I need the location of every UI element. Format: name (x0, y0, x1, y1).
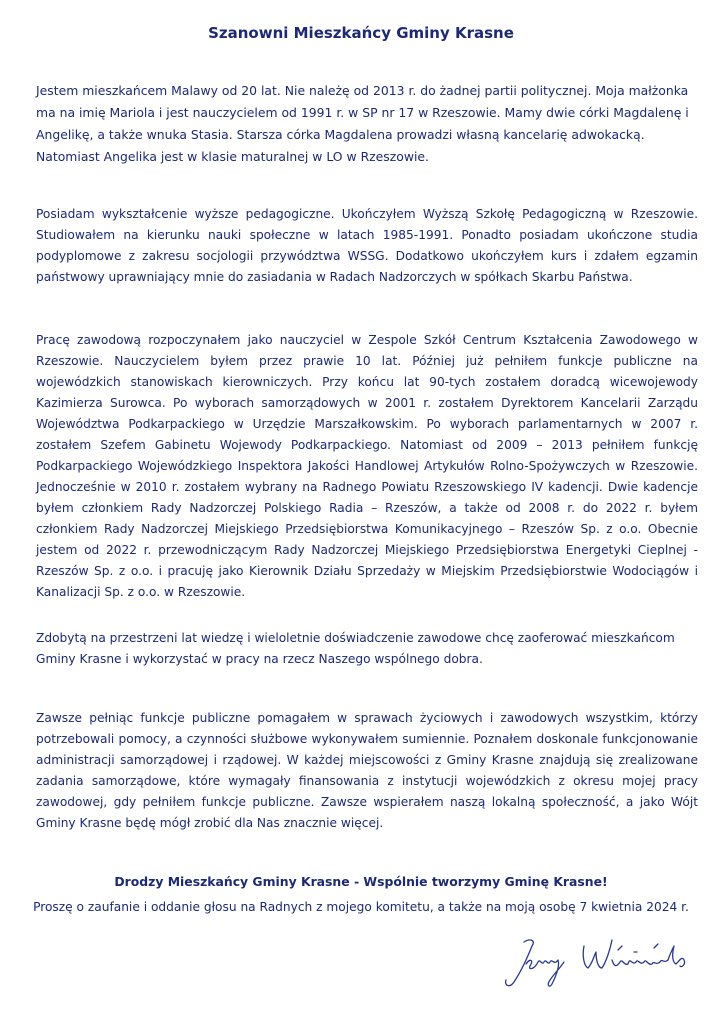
paragraph-offer: Zdobytą na przestrzeni lat wiedzę i wieloletnie doświadczenie zawodowe chcę zaoferować mieszkańcom Gminy Krasne i wykorzystać w pracy na rzecz Naszego wspólnego dobra. (36, 631, 675, 666)
paragraph-service: Zawsze pełniąc funkcje publiczne pomagałem w sprawach życiowych i zawodowych wszystkim, którzy potrzebowali pomocy, a czynności służbowe wykonywałem sumiennie. Poznałem doskonale funkcjonowanie administracji samorządowej i rządowej. W każdej miejscowości z Gminy Krasne znajdują się zrealizowane zadania samorządowe, które wymagały finansowania z instytucji wojewódzkich z okresu mojej pracy zawodowej, gdy pełniłem funkcje publiczne. Zawsze wspierałem naszą lokalną społeczność, a jako Wójt Gminy Krasne będę mógł zrobić dla Nas znacznie więcej. (36, 711, 698, 830)
closing-slogan: Drodzy Mieszkańcy Gminy Krasne - Wspólnie tworzymy Gminę Krasne! (114, 874, 608, 889)
paragraph-family: Jestem mieszkańcem Malawy od 20 lat. Nie należę od 2013 r. do żadnej partii politycznej. Moja małżonka ma na imię Mariola i jest nauczycielem od 1991 r. w SP nr 17 w Rzeszowie. Mamy dwie córki Magdalenę i Angelikę, a także wnuka Stasia. Starsza córka Magdalena prowadzi własną kancelarię adwokacką. Natomiast Angelika jest w klasie maturalnej w LO w Rzeszowie. (36, 83, 689, 164)
handwritten-signature (496, 926, 696, 996)
final-appeal: Proszę o zaufanie i oddanie głosu na Radnych z mojego komitetu, a także na moją osobę 7 kwietnia 2024 r. (33, 900, 689, 914)
paragraph-career: Pracę zawodową rozpoczynałem jako nauczyciel w Zespole Szkół Centrum Kształcenia Zawodowego w Rzeszowie. Nauczycielem byłem przez prawie 10 lat. Później już pełniłem funkcje publiczne na wojewódzkich stanowiskach kierowniczych. Przy końcu lat 90-tych zostałem doradcą wicewojewody Kazimierza Surowca. Po wyborach samorządowych w 2001 r. zostałem Dyrektorem Kancelarii Zarządu Województwa Podkarpackiego w Urzędzie Marszałkowskim. Po wyborach parlamentarnych w 2007 r. zostałem Szefem Gabinetu Wojewody Podkarpackiego. Natomiast od 2009 – 2013 pełniłem funkcję Podkarpackiego Wojewódzkiego Inspektora Jakości Handlowej Artykułów Rolno-Spożywczych w Rzeszowie. Jednocześnie w 2010 r. zostałem wybrany na Radnego Powiatu Rzeszowskiego IV kadencji. Dwie kadencje byłem członkiem Rady Nadzorczej Polskiego Radia – Rzeszów, a także od 2008 r. do 2022 r. byłem członkiem Rady Nadzorczej Miejskiego Przedsiębiorstwa Komunikacyjnego – Rzeszów Sp. z o.o. Obecnie jestem od 2022 r. przewodniczącym Rady Nadzorczej Miejskiego Przedsiębiorstwa Energetyki Cieplnej - Rzeszów Sp. z o.o. i pracuję jako Kierownik Działu Sprzedaży w Miejskim Przedsiębiorstwie Wodociągów i Kanalizacji Sp. z o.o. w Rzeszowie. (36, 333, 698, 599)
paragraph-education: Posiadam wykształcenie wyższe pedagogiczne. Ukończyłem Wyższą Szkołę Pedagogiczną w Rzeszowie. Studiowałem na kierunku nauki społeczne w latach 1985-1991. Ponadto posiadam ukończone studia podyplomowe z zakresu socjologii przywództwa WSSG. Dodatkowo ukończyłem kurs i zdałem egzamin państwowy uprawniający mnie do zasiadania w Radach Nadzorczych w spółkach Skarbu Państwa. (36, 207, 698, 284)
letter-title: Szanowni Mieszkańcy Gminy Krasne (208, 24, 514, 42)
